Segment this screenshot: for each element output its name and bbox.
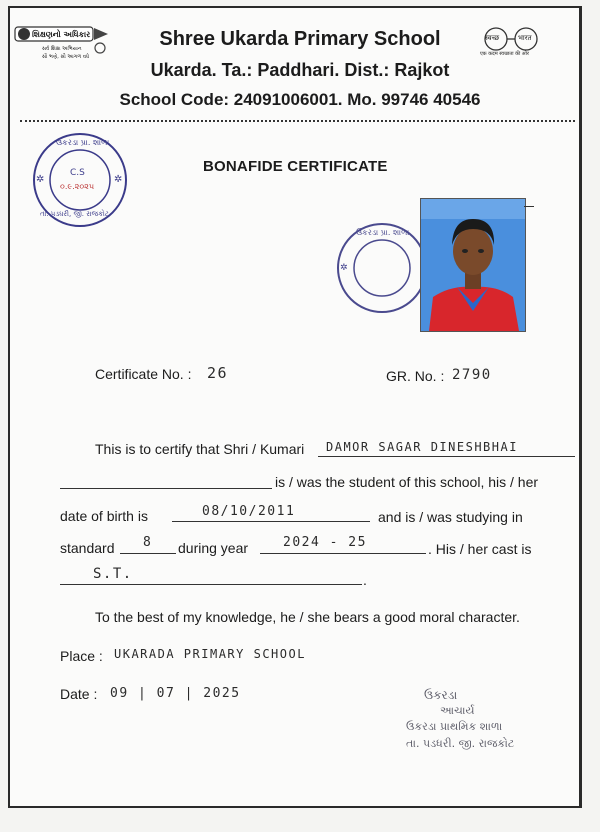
swachh-word: स्वच्छ: [485, 34, 500, 42]
name-continuation-line: [60, 488, 272, 489]
rte-logo-sub1: સર્વ શિક્ષા અભિયાન: [42, 46, 82, 52]
gr-no-value: 2790: [452, 367, 492, 383]
school-name: Shree Ukarda Primary School: [159, 28, 441, 50]
principal-signature: ઉકરડા: [424, 688, 458, 702]
swachh-tagline: एक कदम स्वच्छता की ओर: [480, 51, 529, 57]
svg-text:✲: ✲: [340, 263, 348, 273]
svg-text:✲: ✲: [36, 174, 45, 185]
principal-school: ઉકરડા પ્રાથમિક શાળા: [406, 720, 503, 733]
cast-line: [60, 584, 362, 585]
svg-text:✲: ✲: [114, 174, 123, 185]
certify-prefix: This is to certify that Shri / Kumari: [95, 441, 305, 457]
date-value: 09 | 07 | 2025: [110, 686, 241, 701]
standard-line: [120, 553, 176, 554]
school-stamp-top: [30, 130, 130, 230]
school-code-line: School Code: 24091006001. Mo. 99746 40546: [119, 90, 481, 109]
place-label: Place :: [60, 648, 103, 664]
header-divider: [20, 120, 575, 122]
moral-character-line: To the best of my knowledge, he / she bears a good moral character.: [95, 609, 520, 625]
dob-line: [172, 521, 370, 522]
year-line: [260, 553, 426, 554]
cert-no-label: Certificate No. :: [95, 366, 192, 382]
stamp-top-bottom: તા. પડધરી, જી. રાજકોટ: [40, 210, 109, 218]
cast-label: . His / her cast is: [428, 541, 532, 557]
principal-role: આચાર્ય: [440, 704, 475, 717]
student-name: DAMOR SAGAR DINESHBHAI: [326, 440, 518, 454]
during-year-label: during year: [178, 540, 249, 556]
gr-no-label: GR. No. :: [386, 368, 445, 384]
principal-place: તા. પડધરી. જી. રાજકોટ: [406, 737, 515, 750]
cert-no-value: 26: [207, 364, 229, 382]
school-stamp-photo: [334, 220, 430, 316]
photo-edge-line: [524, 206, 534, 207]
cast-value: S.T.: [93, 566, 133, 582]
year-value: 2024 - 25: [283, 535, 367, 550]
was-student-text: is / was the student of this school, his / her: [275, 474, 539, 490]
dob-value: 08/10/2011: [202, 504, 296, 519]
student-photo: [420, 198, 526, 332]
date-label: Date :: [60, 686, 98, 702]
cast-period: .: [363, 572, 367, 588]
studying-text: and is / was studying in: [378, 509, 523, 525]
bharat-word: भारत: [518, 34, 532, 42]
stamp-top-ring: ઉકરડા પ્રા. શાળા: [56, 138, 110, 147]
school-address: Ukarda. Ta.: Paddhari. Dist.: Rajkot: [150, 60, 450, 80]
standard-label: standard: [60, 540, 115, 556]
standard-value: 8: [143, 535, 153, 550]
stamp-top-date: ૦.૯.૨૦૨૫: [60, 182, 95, 191]
certificate-title: BONAFIDE CERTIFICATE: [203, 158, 388, 175]
rte-logo-sub2: સૌ ભણે, સૌ આગળ વધે: [42, 54, 90, 60]
dob-prefix: date of birth is: [60, 508, 148, 524]
stamp-top-number: C.S: [70, 168, 85, 178]
rte-logo-text: શિક્ષણનો અધિકાર: [32, 30, 91, 39]
stamp-photo-ring: ઉકરડા પ્રા. શાળા: [356, 228, 410, 237]
place-value: UKARADA PRIMARY SCHOOL: [114, 647, 306, 661]
student-name-line: [318, 456, 575, 457]
